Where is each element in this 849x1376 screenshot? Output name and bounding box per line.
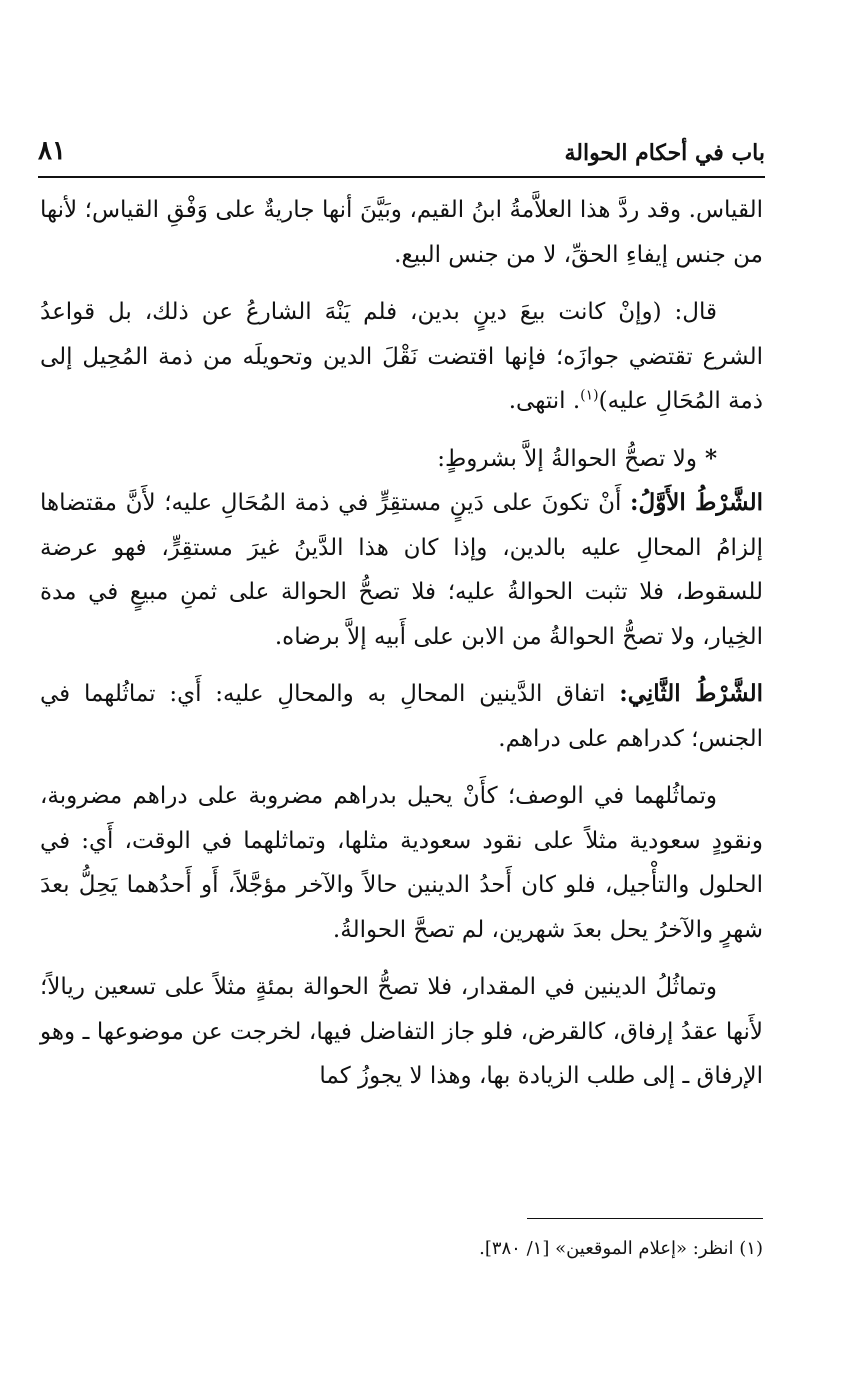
page-number: ٨١ [38, 136, 66, 166]
header-divider [38, 176, 765, 178]
paragraph-2-text: قال: (وإنْ كانت بيعَ دينٍ بدين، فلم يَنْهَ الشارعُ عن ذلك، بل قواعدُ الشرع تقتضي جوازَه؛ فإنها اقتضت نَقْلَ الدين وتحويلَه من ذمة المُحِيل إلى ذمة المُحَالِ عليه) [40, 299, 763, 414]
paragraph-2-end: . انتهى. [508, 388, 581, 414]
chapter-title: باب في أحكام الحوالة [564, 140, 765, 166]
footnote: (١) انظر: «إعلام الموقعين» [١/ ٣٨٠]. [479, 1238, 763, 1259]
paragraph-2 [40, 290, 763, 424]
paragraph-4 [40, 481, 763, 659]
paragraph-6: وتماثُلهما في الوصف؛ كأَنْ يحيل بدراهم مضروبة على دراهم مضروبة، ونقودٍ سعودية مثلاً على نقود سعودية مثلها، وتماثلهما في الوقت، أَي: في الحلول والتأْجيل، فلو كان أَحدُ الدينين حالاً والآخر مؤجَّلاً، أَو أَحدُهما يَحِلُّ بعدَ شهرٍ والآخرُ يحل بعدَ شهرين، لم تصحَّ الحوالةُ. [40, 783, 763, 943]
asterisk-marker: * [704, 444, 717, 472]
main-text [40, 188, 763, 1099]
paragraph-1: القياس. وقد ردَّ هذا العلاَّمةُ ابنُ القيم، وبَيَّنَ أنها جاريةٌ على وَفْقِ القياس؛ لأنها من جنس إيفاءِ الحقِّ، لا من جنس البيع. [40, 197, 763, 268]
paragraph-3-text: ولا تصحُّ الحوالةُ إلاَّ بشروطٍ: [437, 445, 697, 472]
paragraph-3 [40, 437, 763, 482]
condition-1-text: أَنْ تكونَ على دَينٍ مستقِرٍّ في ذمة المُحَالِ عليه؛ لأَنَّ مقتضاها إلزامُ المحالِ عليه بالدين، وإذا كان هذا الدَّينُ غيرَ مستقِرٍّ، فهو عرضة للسقوط، فلا تثبت الحوالةُ عليه؛ فلا تصحُّ الحوالة على ثمنِ مبيعٍ في مدة الخِيار، ولا تصحُّ الحوالةُ من الابن على أَبيه إلاَّ برضاه. [40, 490, 763, 650]
condition-1-label: الشَّرْطُ الأَوَّلُ: [630, 489, 764, 516]
condition-2-text: اتفاق الدَّينين المحالِ به والمحالِ عليه: أَي: تماثُلهما في الجنس؛ كدراهم على دراهم. [40, 681, 763, 752]
paragraph-7: وتماثُلُ الدينين في المقدار، فلا تصحُّ الحوالة بمئةٍ مثلاً على تسعين ريالاً؛ لأَنها عقدُ إرفاق، كالقرض، فلو جاز التفاضل فيها، لخرجت عن موضوعها ـ وهو الإرفاق ـ إلى طلب الزيادة بها، وهذا لا يجوزُ كما [40, 974, 763, 1089]
footnote-ref[interactable]: (١) [580, 387, 599, 404]
condition-2-label: الشَّرْطُ الثَّانِي: [619, 680, 764, 707]
page-header [38, 130, 765, 174]
footnote-divider [527, 1218, 763, 1219]
paragraph-5 [40, 672, 763, 761]
